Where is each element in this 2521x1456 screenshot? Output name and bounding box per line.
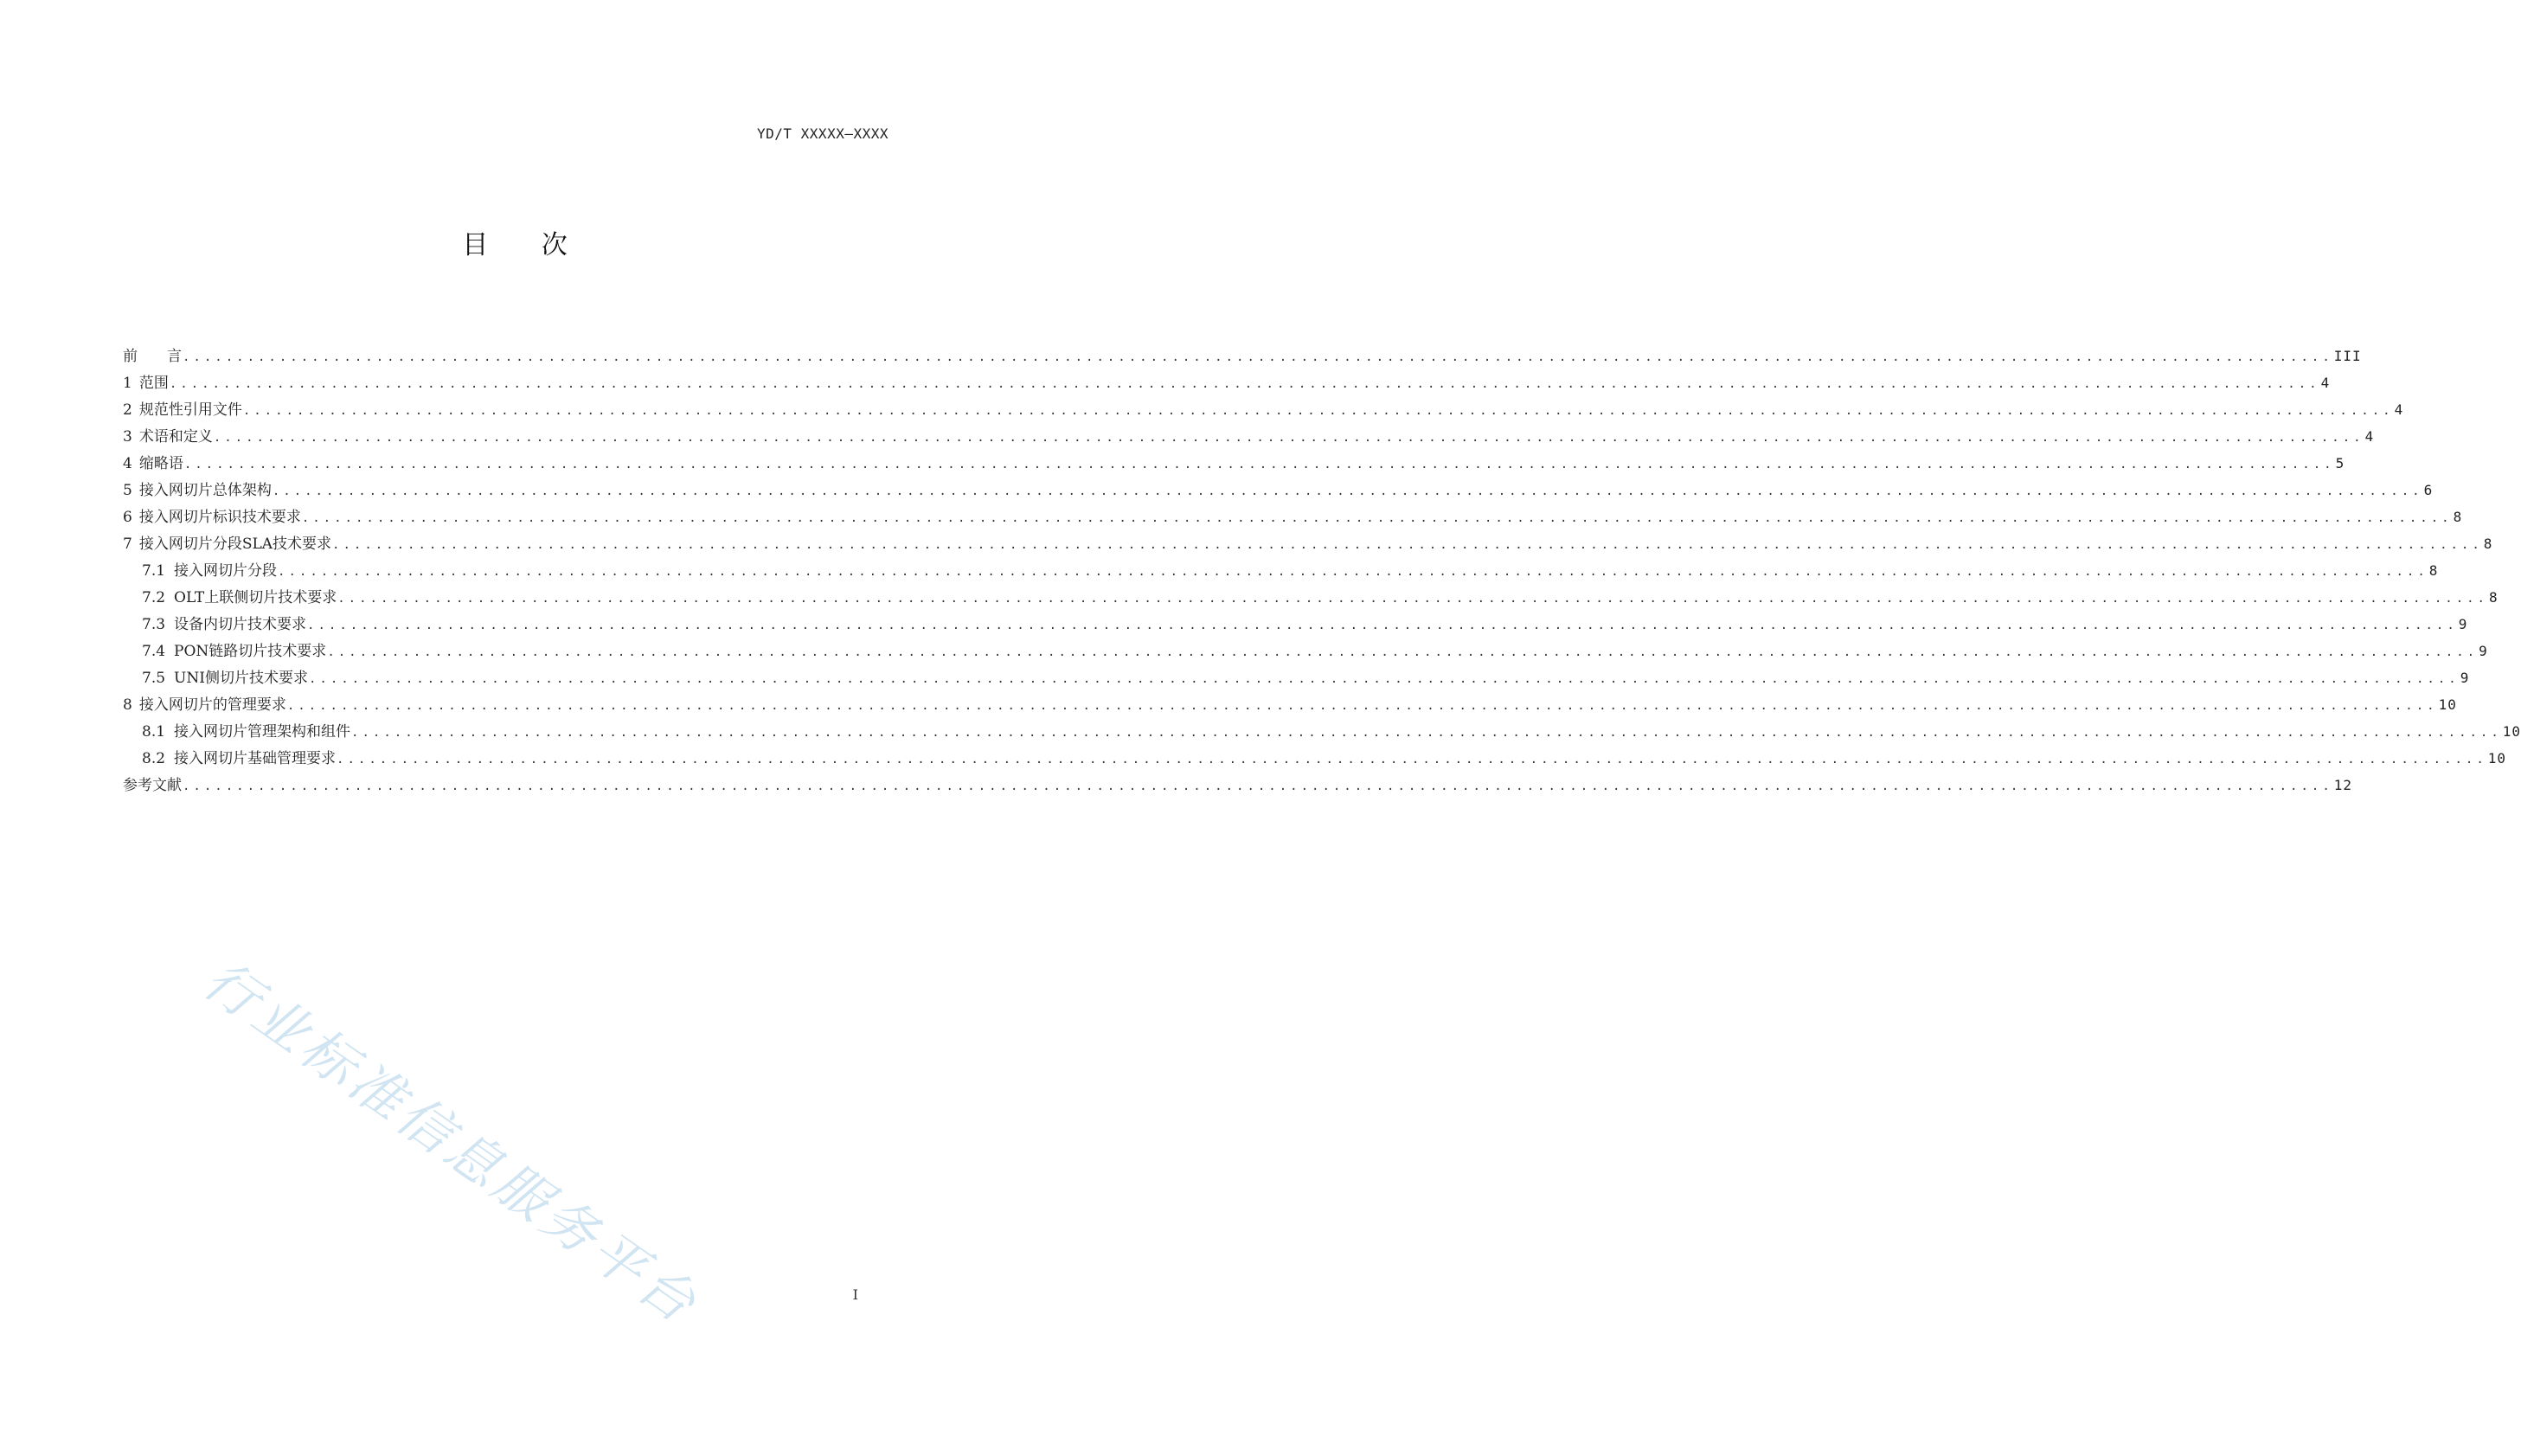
toc-entry-page: 12 bbox=[2333, 777, 2353, 793]
toc-entry-label bbox=[123, 370, 169, 397]
toc-entry-number: 7.2 bbox=[142, 589, 166, 606]
toc-entry-number: 8.2 bbox=[142, 750, 166, 767]
toc-entry-number: 3 bbox=[123, 428, 132, 446]
toc-entry-title: 设备内切片技术要求 bbox=[174, 616, 307, 633]
toc-entry[interactable] bbox=[123, 423, 2375, 450]
toc-entry-title: 接入网切片标识技术要求 bbox=[138, 509, 301, 526]
toc-entry-label bbox=[123, 451, 183, 478]
toc-leader-dots: ........................................................................................................................................................................................................ bbox=[183, 779, 2333, 793]
toc-leader-dots: ........................................................................................................................................................................................................ bbox=[337, 592, 2488, 606]
toc-entry-label bbox=[142, 558, 277, 585]
toc-entry[interactable] bbox=[123, 504, 2463, 530]
toc-entry-page: 8 bbox=[2428, 562, 2439, 579]
toc-entry-number: 7.4 bbox=[142, 643, 166, 660]
toc-entry[interactable] bbox=[123, 477, 2434, 504]
toc-entry-page: 8 bbox=[2453, 509, 2463, 525]
toc-entry-label bbox=[123, 692, 286, 719]
toc-entry-title: 规范性引用文件 bbox=[138, 401, 242, 419]
toc-entry[interactable] bbox=[123, 691, 2457, 718]
toc-leader-dots: ........................................................................................................................................................................................................ bbox=[183, 350, 2333, 364]
toc-entry-label bbox=[123, 773, 182, 799]
toc-leader-dots: ........................................................................................................................................................................................................ bbox=[242, 404, 2394, 418]
toc-entry-label bbox=[142, 746, 336, 773]
toc-leader-dots: ........................................................................................................................................................................................................ bbox=[169, 377, 2320, 391]
toc-entry-page: 10 bbox=[2487, 750, 2507, 766]
toc-entry-page: 10 bbox=[2438, 696, 2457, 713]
table-of-contents bbox=[123, 343, 2521, 799]
toc-leader-dots: ........................................................................................................................................................................................................ bbox=[332, 538, 2483, 552]
toc-entry[interactable] bbox=[123, 718, 2521, 745]
toc-entry-page: 4 bbox=[2320, 375, 2331, 391]
toc-entry-label bbox=[123, 397, 242, 424]
toc-entry-label bbox=[123, 478, 272, 504]
toc-entry-page: 4 bbox=[2364, 428, 2375, 445]
toc-entry-page: 4 bbox=[2394, 401, 2404, 418]
toc-entry[interactable] bbox=[123, 530, 2493, 557]
toc-entry-page: 9 bbox=[2479, 643, 2488, 659]
toc-entry[interactable] bbox=[123, 664, 2470, 691]
toc-entry-title: 接入网切片分段 bbox=[174, 562, 278, 580]
toc-entry-label bbox=[123, 343, 182, 370]
toc-entry-page: 8 bbox=[2483, 536, 2493, 552]
toc-entry-number: 8.1 bbox=[142, 723, 166, 741]
toc-entry-page: 9 bbox=[2458, 616, 2468, 632]
toc-entry-page: III bbox=[2333, 348, 2362, 364]
toc-entry-number: 6 bbox=[123, 509, 132, 526]
toc-entry-title: 接入网切片总体架构 bbox=[138, 482, 272, 499]
toc-entry-title: UNI侧切片技术要求 bbox=[174, 670, 308, 687]
toc-entry-label bbox=[142, 719, 350, 746]
toc-entry-label bbox=[123, 424, 213, 451]
toc-entry-label bbox=[142, 585, 337, 612]
toc-entry[interactable] bbox=[123, 450, 2345, 477]
toc-entry-label bbox=[142, 612, 306, 638]
toc-entry-title: 接入网切片分段SLA技术要求 bbox=[138, 536, 332, 553]
toc-entry-title: PON链路切片技术要求 bbox=[174, 643, 327, 660]
toc-entry-number: 7.5 bbox=[142, 670, 166, 687]
toc-entry[interactable] bbox=[123, 745, 2507, 772]
toc-entry[interactable] bbox=[123, 557, 2439, 584]
toc-entry-label bbox=[142, 665, 308, 692]
toc-entry[interactable] bbox=[123, 396, 2404, 423]
toc-entry-page: 10 bbox=[2502, 723, 2521, 740]
toc-entry-label bbox=[142, 638, 326, 665]
toc-entry-number: 2 bbox=[123, 401, 132, 419]
toc-entry[interactable] bbox=[123, 343, 2362, 369]
toc-entry-number: 5 bbox=[123, 482, 132, 499]
toc-entry[interactable] bbox=[123, 772, 2353, 799]
toc-leader-dots: ........................................................................................................................................................................................................ bbox=[327, 645, 2479, 659]
toc-entry-number: 1 bbox=[123, 375, 132, 392]
toc-entry-page: 5 bbox=[2335, 455, 2345, 471]
toc-entry-title: OLT上联侧切片技术要求 bbox=[174, 589, 337, 606]
toc-entry[interactable] bbox=[123, 611, 2468, 638]
toc-entry-number: 7.3 bbox=[142, 616, 166, 633]
toc-leader-dots: ........................................................................................................................................................................................................ bbox=[307, 619, 2458, 632]
toc-leader-dots: ........................................................................................................................................................................................................ bbox=[183, 458, 2335, 471]
toc-leader-dots: ........................................................................................................................................................................................................ bbox=[351, 726, 2502, 740]
toc-entry-title: 缩略语 bbox=[138, 455, 183, 472]
toc-leader-dots: ........................................................................................................................................................................................................ bbox=[337, 753, 2487, 766]
toc-entry-title: 范围 bbox=[138, 375, 169, 392]
document-code: YD/T XXXXX—XXXX bbox=[757, 125, 888, 142]
toc-leader-dots: ........................................................................................................................................................................................................ bbox=[272, 484, 2423, 498]
toc-entry-number: 4 bbox=[123, 455, 132, 472]
toc-entry[interactable] bbox=[123, 638, 2488, 664]
toc-entry-page: 6 bbox=[2423, 482, 2434, 498]
toc-entry[interactable] bbox=[123, 369, 2331, 396]
toc-entry-number: 8 bbox=[123, 696, 132, 714]
toc-entry-page: 9 bbox=[2460, 670, 2470, 686]
toc-entry-number: 7 bbox=[123, 536, 132, 553]
toc-leader-dots: ........................................................................................................................................................................................................ bbox=[301, 511, 2453, 525]
toc-entry-title: 接入网切片管理架构和组件 bbox=[174, 723, 351, 741]
watermark: 行业标准信息服务平台 bbox=[192, 947, 711, 1337]
page-title: 目 次 bbox=[462, 230, 590, 260]
toc-entry-label bbox=[123, 504, 301, 531]
toc-entry[interactable] bbox=[123, 584, 2499, 611]
toc-entry-title: 术语和定义 bbox=[138, 428, 213, 446]
toc-entry-title: 前 言 bbox=[123, 348, 182, 365]
toc-entry-title: 接入网切片基础管理要求 bbox=[174, 750, 337, 767]
toc-leader-dots: ........................................................................................................................................................................................................ bbox=[308, 672, 2460, 686]
toc-leader-dots: ........................................................................................................................................................................................................ bbox=[286, 699, 2438, 713]
toc-entry-page: 8 bbox=[2488, 589, 2499, 606]
toc-entry-title: 参考文献 bbox=[123, 777, 182, 794]
toc-leader-dots: ........................................................................................................................................................................................................ bbox=[213, 431, 2364, 445]
toc-entry-number: 7.1 bbox=[142, 562, 166, 580]
toc-leader-dots: ........................................................................................................................................................................................................ bbox=[278, 565, 2428, 579]
toc-entry-title: 接入网切片的管理要求 bbox=[138, 696, 286, 714]
toc-entry-label bbox=[123, 531, 331, 558]
page-number: I bbox=[852, 1286, 858, 1303]
